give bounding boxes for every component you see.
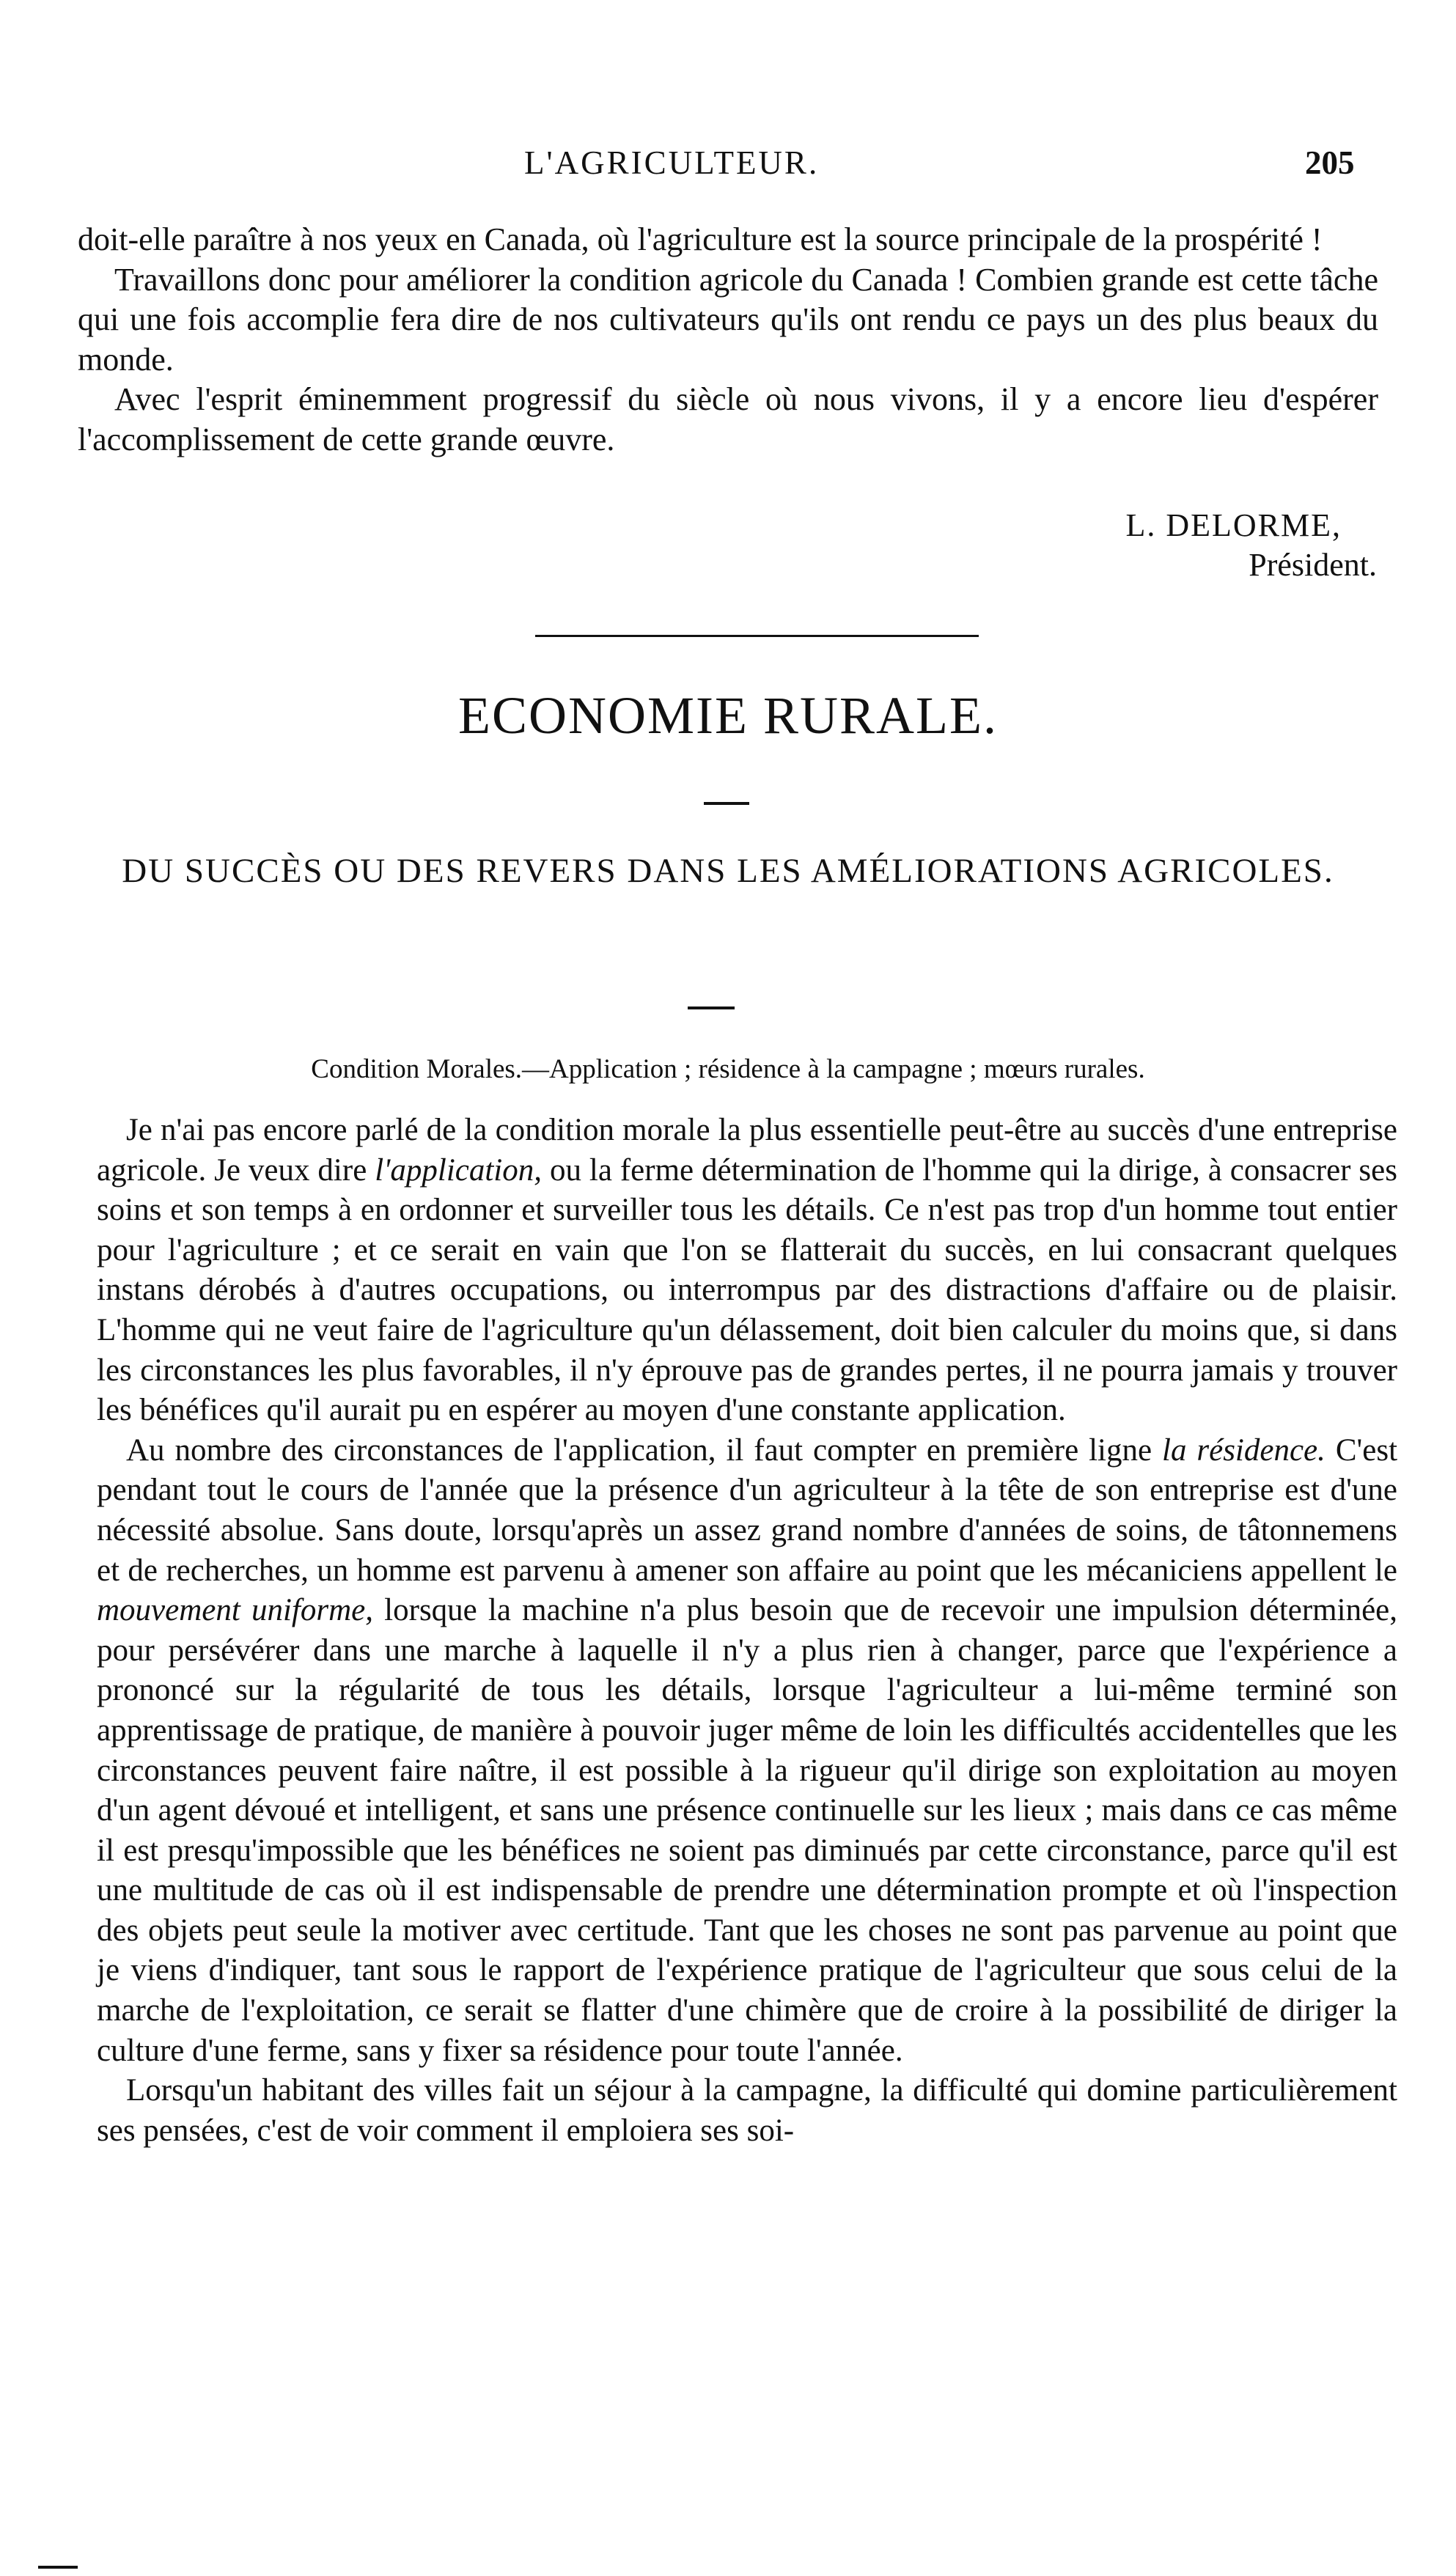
printer-mark (38, 2566, 78, 2569)
emphasis-text: mouvement uniforme, (97, 1593, 373, 1628)
continuation-paragraph: doit-elle paraître à nos yeux en Canada, où l'agriculture est la source principale de la prospérité ! (78, 221, 1323, 257)
title-dash (704, 802, 749, 805)
article-paragraph: Lorsqu'un habitant des villes fait un séjour à la campagne, la difficulté qui domine particulièrement ses pensées, c'est de voir comment il emploiera ses soi- (97, 2073, 1397, 2148)
continuation-text (78, 220, 1378, 460)
signature-role: Président. (1249, 547, 1377, 583)
signature-block (937, 506, 1377, 585)
running-header (0, 144, 1456, 188)
article-title: DU SUCCÈS OU DES REVERS DANS LES AMÉLIORATIONS AGRICOLES. (122, 852, 1334, 890)
paragraph-text: lorsque la machine n'a plus besoin que de recevoir une impulsion déterminée, pour persévérer dans une marche à laquelle il n'y a plus rien à changer, parce que l'expérience a prononcé sur la régularité de tous les détails, lorsque l'agriculteur a lui-même terminé son apprentissage de pratique, de manière à pouvoir juger même de loin les difficultés accidentelles que les circonstances peuvent faire naître, il est possible à la rigueur qu'il dirige son exploitation au moyen d'un agent dévoué et intelligent, et sans une présence continuelle sur les lieux ; mais dans ce cas même il est presqu'impossible que les bénéfices ne soient pas diminués par cette circonstance, parce qu'il est une multitude de cas où il est indispensable de prendre une détermination prompte et où l'inspection des objets peut seule la motiver avec certitude. Tant que les choses ne sont pas parvenue au point que je viens d'indiquer, tant sous le rapport de l'expérience pratique de l'agriculteur que sous celui de la marche de l'exploitation, ce serait se flatter d'une chimère que de croire à la possibilité de diriger la culture d'une ferme, sans y fixer sa résidence pour toute l'année. (97, 1593, 1397, 2068)
continuation-paragraph: Travaillons donc pour améliorer la condition agricole du Canada ! Combien grande est cette tâche qui une fois accomplie fera dire de nos cultivateurs qu'ils ont rendu ce pays un des plus beaux du monde. (78, 261, 1378, 378)
running-title: L'AGRICULTEUR. (524, 144, 820, 181)
paragraph-text: Au nombre des circonstances de l'application, il faut compter en première ligne (126, 1432, 1162, 1468)
article-subheading: Condition Morales.—Application ; résidence à la campagne ; mœurs rurales. (311, 1054, 1145, 1084)
signature-name: L. DELORME, (1125, 507, 1342, 543)
emphasis-text: l'application, (375, 1152, 542, 1188)
paragraph-text: C'est pendant tout le cours de l'année que la présence d'un agriculteur à la tête de son entreprise est d'une nécessité absolue. Sans doute, lorsqu'après un assez grand nombre d'années de soins, de tâtonnemens et de recherches, un homme est parvenu à amener son affaire au point que les mécaniciens appellent le (97, 1432, 1398, 1588)
section-title: ECONOMIE RURALE. (458, 686, 998, 745)
page-number: 205 (1305, 144, 1355, 181)
article-paragraph (97, 1111, 1397, 1431)
emphasis-text: la résidence. (1162, 1432, 1326, 1468)
section-divider-rule (535, 635, 979, 637)
article-body (97, 1111, 1397, 2151)
paragraph-text: Je n'ai pas encore parlé de la condition morale la plus essentielle peut-être au succès d'une entreprise agricole. Je veux dire (97, 1113, 1397, 1188)
continuation-paragraph: Avec l'esprit éminemment progressif du siècle où nous vivons, il y a encore lieu d'espérer l'accomplissement de cette grande œuvre. (78, 381, 1378, 457)
paragraph-text: ou la ferme détermination de l'homme qui la dirige, à consacrer ses soins et son temps à en ordonner et surveiller tous les détails. Ce n'est pas trop d'un homme tout entier pour l'agriculture ; et ce serait en vain que l'on se flatterait du succès, en lui consacrant quelques instans dérobés à d'autres occupations, ou interrompus par des distractions d'affaire ou de plaisir. L'homme qui ne veut faire de l'agriculture qu'un délassement, doit bien calculer du moins que, si dans les circonstances les plus favorables, il n'y éprouve pas de grandes pertes, il ne pourra jamais y trouver les bénéfices qu'il aurait pu en espérer au moyen d'une constante application. (97, 1152, 1397, 1428)
article-dash (688, 1007, 735, 1009)
article-paragraph (97, 1431, 1397, 2072)
